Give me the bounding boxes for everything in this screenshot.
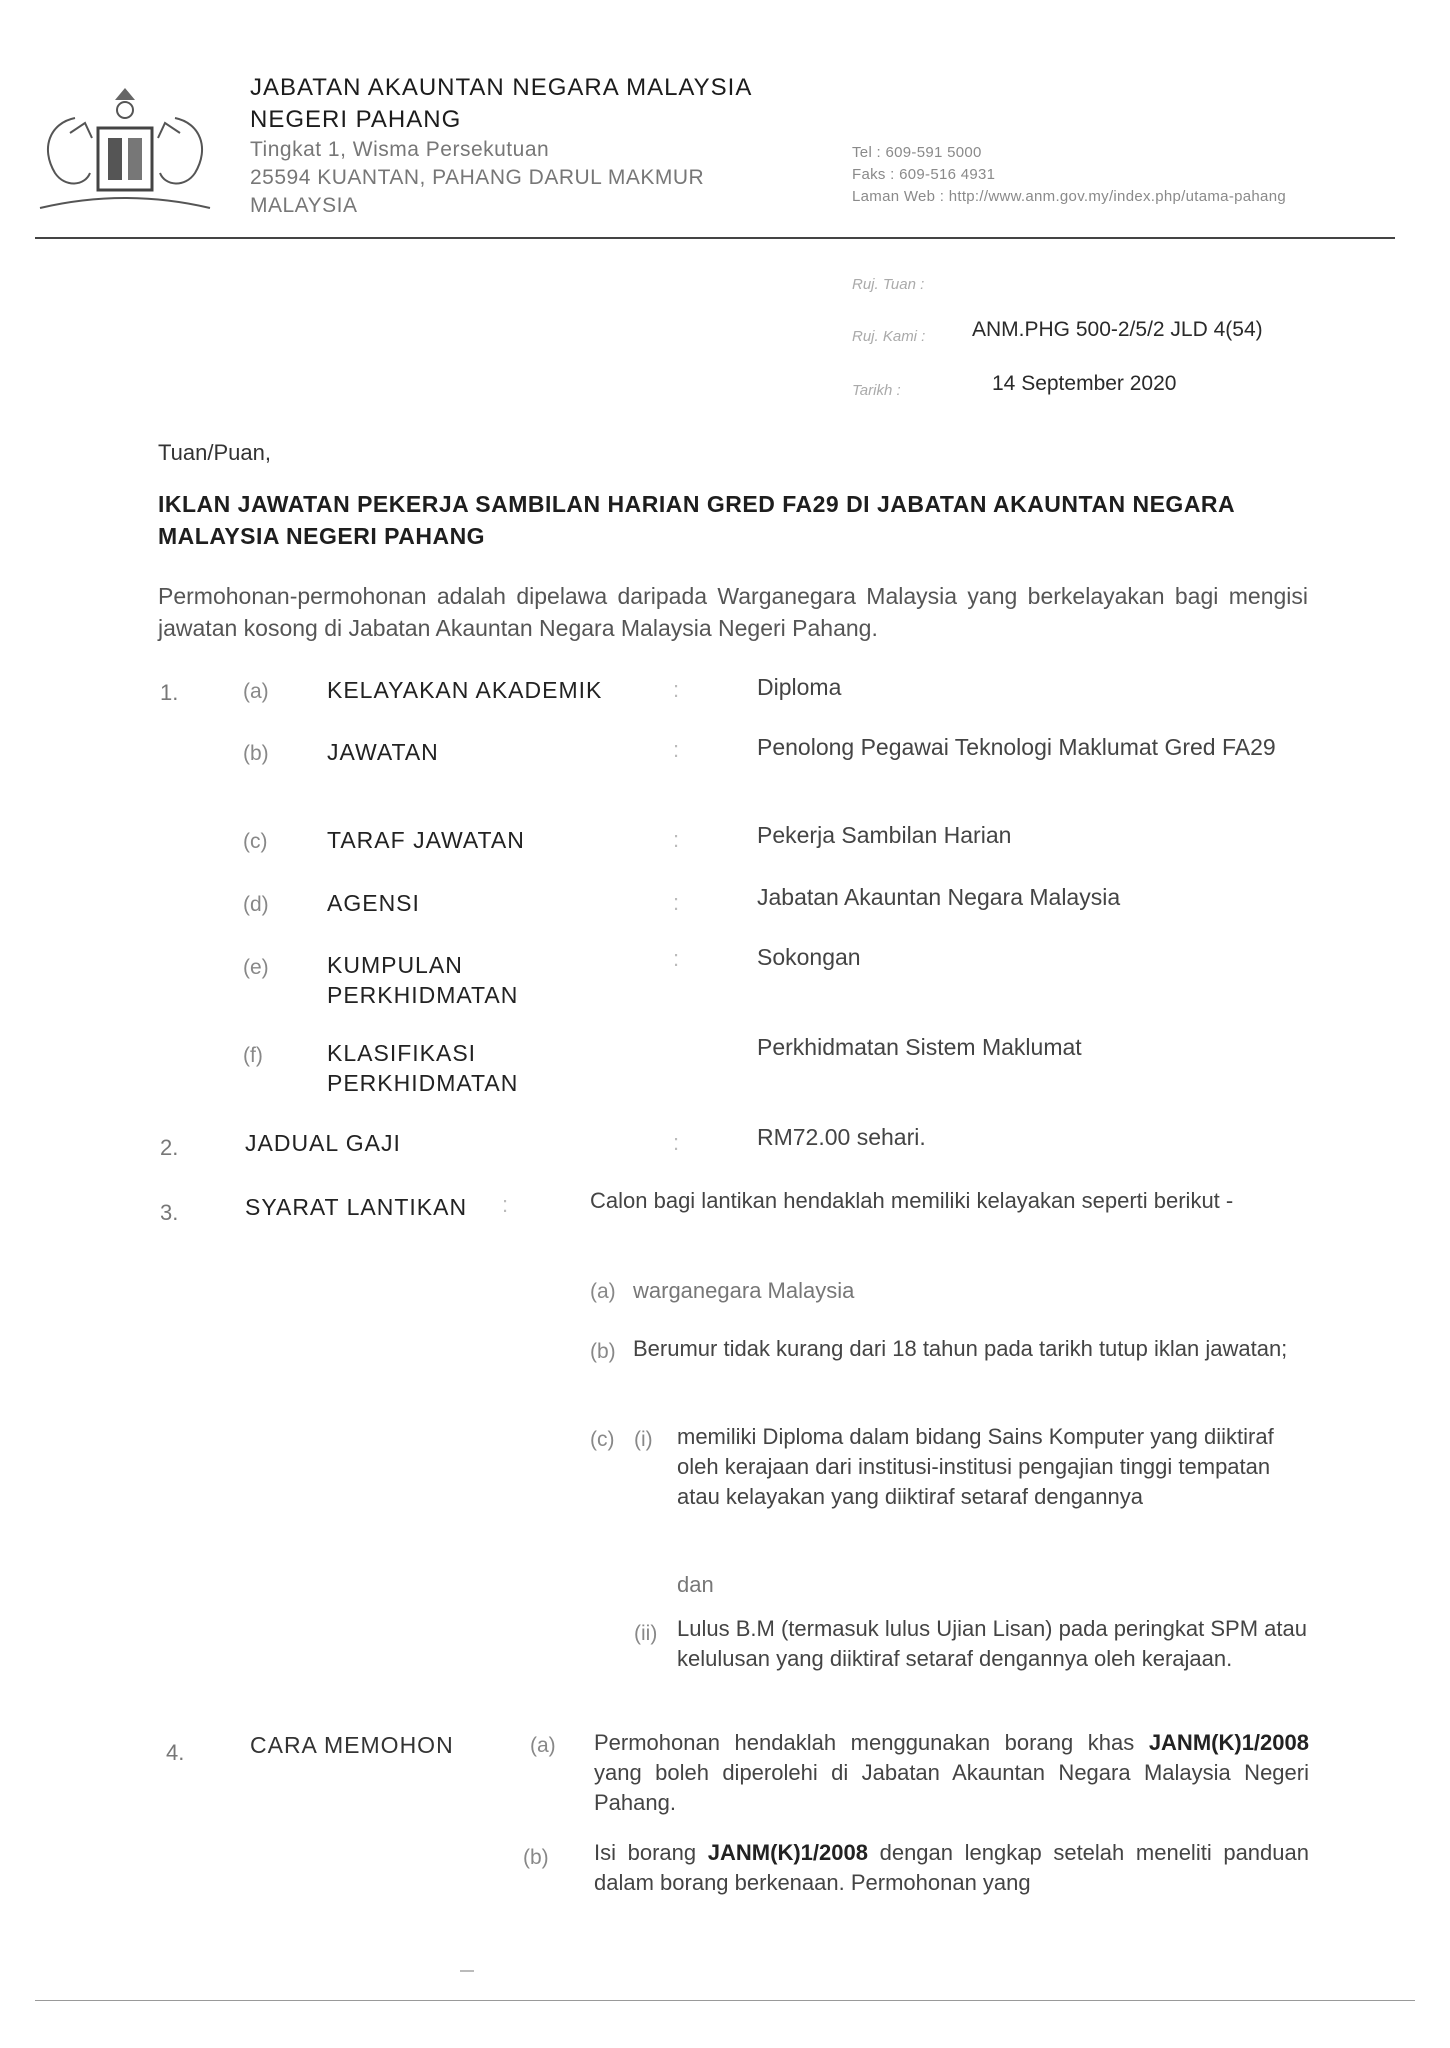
item-value: Pekerja Sambilan Harian [757, 822, 1012, 848]
item-letter: (c) [243, 830, 268, 853]
letterhead-address [250, 136, 704, 220]
sub-condition-number: (i) [634, 1428, 653, 1451]
condition-letter: (b) [590, 1340, 616, 1363]
jadual-gaji-value: RM72.00 sehari. [757, 1124, 926, 1150]
tarikh-label: Tarikh : [852, 382, 901, 399]
item-colon: : [673, 1038, 680, 1063]
letterhead-divider [35, 237, 1395, 239]
item-label: KUMPULAN PERKHIDMATAN [327, 952, 519, 1008]
address-line3: MALAYSIA [250, 194, 358, 217]
step-text-part: yang boleh diperolehi di Jabatan Akauntan Negara Malaysia Negeri Pahang. [594, 1760, 1309, 1815]
form-code: JANM(K)1/2008 [707, 1840, 868, 1865]
letterhead-contact [852, 142, 1286, 208]
item-letter: (e) [243, 956, 269, 979]
section-number: 2. [160, 1135, 179, 1160]
item-colon: : [673, 890, 680, 915]
step-text-part: Isi borang [594, 1840, 697, 1865]
item-colon: : [673, 737, 680, 762]
item-value: Penolong Pegawai Teknologi Maklumat Gred FA29 [757, 734, 1276, 760]
item-letter: (d) [243, 893, 269, 916]
step-letter: (a) [530, 1734, 556, 1757]
condition-text: warganegara Malaysia [633, 1278, 855, 1303]
ruj-tuan-label: Ruj. Tuan : [852, 276, 925, 293]
item-value: Diploma [757, 674, 842, 700]
item-label: KELAYAKAN AKADEMIK [327, 677, 603, 703]
conjunction-text: dan [677, 1572, 714, 1597]
intro-paragraph: Permohonan-permohonan adalah dipelawa daripada Warganegara Malaysia yang berkelayakan bagi mengisi jawatan kosong di Jabatan Akauntan Negara Malaysia Negeri Pahang. [158, 583, 1308, 641]
item-value: Perkhidmatan Sistem Maklumat [757, 1034, 1082, 1060]
jadual-gaji-label: JADUAL GAJI [245, 1130, 401, 1156]
condition-text: Lulus B.M (termasuk lulus Ujian Lisan) pada peringkat SPM atau kelulusan yang diiktiraf setaraf dengannya oleh kerajaan. [677, 1616, 1307, 1671]
address-line1: Tingkat 1, Wisma Persekutuan [250, 138, 550, 161]
section-number: 4. [166, 1740, 185, 1765]
item-colon: : [502, 1192, 509, 1217]
section-number: 1. [160, 680, 179, 705]
item-colon: : [673, 1130, 680, 1155]
ruj-kami-value: ANM.PHG 500-2/5/2 JLD 4(54) [972, 318, 1263, 341]
step-letter: (b) [523, 1846, 549, 1869]
scan-mark [460, 1970, 474, 1972]
section-number: 3. [160, 1200, 179, 1225]
cara-memohon-label: CARA MEMOHON [250, 1732, 454, 1758]
condition-letter: (a) [590, 1280, 616, 1303]
item-label: AGENSI [327, 890, 420, 916]
address-line2: 25594 KUANTAN, PAHANG DARUL MAKMUR [250, 166, 705, 189]
sub-condition-number: (ii) [634, 1622, 658, 1645]
condition-letter: (c) [590, 1428, 615, 1451]
tarikh-value: 14 September 2020 [992, 372, 1177, 395]
item-letter: (a) [243, 680, 269, 703]
salutation: Tuan/Puan, [158, 440, 271, 465]
step-text-part: dengan lengkap setelah meneliti panduan dalam borang berkenaan. Permohonan yang [594, 1840, 1309, 1895]
item-letter: (f) [243, 1044, 263, 1067]
faks-line: Faks : 609-516 4931 [852, 166, 996, 183]
org-name-line2: NEGERI PAHANG [250, 106, 462, 133]
syarat-intro: Calon bagi lantikan hendaklah memiliki kelayakan seperti berikut - [590, 1188, 1234, 1213]
ruj-kami-label: Ruj. Kami : [852, 328, 926, 345]
step-text-part: Permohonan hendaklah menggunakan borang khas [594, 1730, 1135, 1755]
footer-divider [35, 2000, 1415, 2001]
item-label: JAWATAN [327, 739, 439, 765]
step-text [594, 1728, 1309, 1818]
coat-of-arms-logo [30, 78, 220, 218]
item-value: Sokongan [757, 944, 861, 970]
letter-title: IKLAN JAWATAN PEKERJA SAMBILAN HARIAN GRED FA29 DI JABATAN AKAUNTAN NEGARA MALAYSIA NEGERI PAHANG [158, 491, 1235, 549]
item-label: TARAF JAWATAN [327, 827, 525, 853]
item-colon: : [673, 827, 680, 852]
item-colon: : [673, 677, 680, 702]
condition-text: memiliki Diploma dalam bidang Sains Komputer yang diiktiraf oleh kerajaan dari institusi-institusi pengajian tinggi tempatan atau kelayakan yang diiktiraf setaraf dengannya [677, 1424, 1274, 1509]
item-letter: (b) [243, 742, 269, 765]
item-colon: : [673, 946, 680, 971]
condition-text: Berumur tidak kurang dari 18 tahun pada tarikh tutup iklan jawatan; [633, 1336, 1288, 1361]
org-name-line1: JABATAN AKAUNTAN NEGARA MALAYSIA [250, 74, 753, 101]
form-code: JANM(K)1/2008 [1148, 1730, 1309, 1755]
syarat-lantikan-label: SYARAT LANTIKAN [245, 1194, 468, 1220]
tel-line: Tel : 609-591 5000 [852, 144, 982, 161]
item-value: Jabatan Akauntan Negara Malaysia [757, 884, 1121, 910]
web-line: Laman Web : http://www.anm.gov.my/index.php/utama-pahang [852, 188, 1286, 205]
step-text [594, 1838, 1309, 1898]
letterhead-organisation [250, 72, 752, 136]
item-label: KLASIFIKASI PERKHIDMATAN [327, 1040, 519, 1096]
